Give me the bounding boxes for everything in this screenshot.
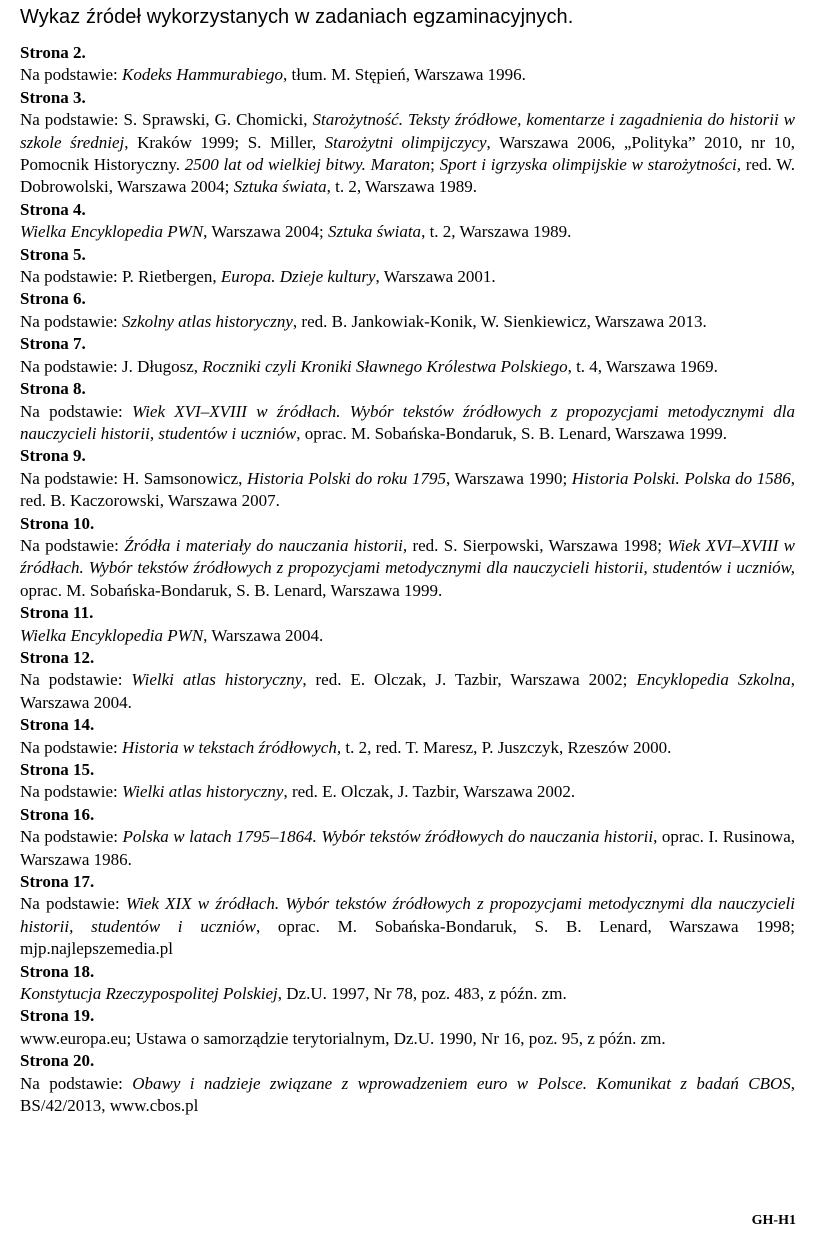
citation-text: Na podstawie: S. Sprawski, G. Chomicki, xyxy=(20,110,313,130)
citation-text: red. S. Sierpowski, Warszawa 1998; xyxy=(407,535,668,555)
citation-text: Na podstawie: P. Rietbergen, xyxy=(20,267,221,287)
footer-code: GH-H1 xyxy=(751,1213,796,1228)
source-citation xyxy=(20,356,795,378)
citation-title: Wielki atlas historyczny xyxy=(121,782,284,802)
citation-text: , red. B. Kaczorowski, Warszawa 2007. xyxy=(20,468,795,511)
citation-text: t. 2, red. T. Maresz, P. Juszczyk, Rzeszów 2000. xyxy=(341,737,672,757)
citation-text: , red. E. Olczak, J. Tazbir, Warszawa 2002; xyxy=(302,670,637,690)
source-citation xyxy=(20,311,795,333)
citation-text: , t. 2, Warszawa 1989. xyxy=(326,177,478,197)
citation-text: , t. 4, Warszawa 1969. xyxy=(567,356,718,376)
citation-text: Na podstawie: xyxy=(20,1073,133,1093)
citation-text: , t. 2, Warszawa 1989. xyxy=(421,222,572,242)
source-citation xyxy=(20,535,795,602)
citation-title: Sztuka świata xyxy=(233,177,327,197)
source-citation xyxy=(20,64,795,86)
citation-title: Wielki atlas historyczny xyxy=(131,670,303,690)
citation-text: , tłum. M. Stępień, Warszawa 1996. xyxy=(283,65,526,85)
citation-text: red. W. Dobrowolski, Warszawa 2004; xyxy=(20,155,795,197)
source-page-label: Strona 8. xyxy=(20,379,86,399)
source-citation xyxy=(20,983,795,1005)
citation-text: Na podstawie: xyxy=(20,827,123,847)
citation-text: , Warszawa 2006, „Polityka” 2010, nr 10, Pomocnik Historyczny. xyxy=(20,132,795,175)
citation-text: Na podstawie: H. Samsonowicz, xyxy=(20,468,247,488)
source-page-label: Strona 18. xyxy=(20,961,95,981)
source-citation xyxy=(20,669,795,714)
citation-title: Historia w tekstach źródłowych, xyxy=(121,737,342,757)
citation-title: Starożytność. Teksty źródłowe, komentarze i zagadnienia do historii w szkole średniej xyxy=(20,110,795,152)
source-citation xyxy=(20,893,795,960)
citation-text: Na podstawie: xyxy=(20,401,132,421)
source-page-label: Strona 16. xyxy=(20,804,95,824)
citation-title: 2500 lat od wielkiej bitwy. Maraton xyxy=(184,155,431,175)
source-citation xyxy=(20,826,795,871)
source-citation xyxy=(20,1073,795,1118)
page-title: Wykaz źródeł wykorzystanych w zadaniach egzaminacyjnych. xyxy=(20,6,574,28)
source-page-label: Strona 11. xyxy=(20,603,94,623)
citation-text: oprac. M. Sobańska-Bondaruk, S. B. Lenard, Warszawa 1999. xyxy=(20,580,443,600)
citation-text: , Warszawa 2004. xyxy=(20,670,795,712)
citation-text: , Warszawa 2004; xyxy=(203,222,329,242)
citation-title: Wiek XIX w źródłach. Wybór tekstów źródłowych z propozycjami metodycznymi dla nauczycieli historii, studentów i uczniów xyxy=(20,894,795,936)
citation-title: Wiek XVI–XVIII w źródłach. Wybór tekstów źródłowych z propozycjami metodycznymi dla nauczycieli historii, studentów i uczniów xyxy=(20,401,795,443)
citation-title: Konstytucja Rzeczypospolitej Polskiej xyxy=(20,984,278,1004)
source-page-label: Strona 14. xyxy=(20,715,95,735)
citation-text: Na podstawie: xyxy=(20,535,125,555)
citation-text: , Dz.U. 1997, Nr 78, poz. 483, z późn. zm. xyxy=(277,984,567,1004)
citation-title: Starożytni olimpijczycy xyxy=(324,132,487,152)
citation-title: Wielka Encyklopedia PWN xyxy=(20,222,204,242)
citation-title: Szkolny atlas historyczny xyxy=(121,311,293,331)
source-page-label: Strona 5. xyxy=(20,244,86,264)
citation-text: , BS/42/2013, www.cbos.pl xyxy=(20,1073,795,1116)
source-citation xyxy=(20,737,795,759)
source-page-label: Strona 12. xyxy=(20,647,95,667)
source-citation xyxy=(20,109,795,199)
citation-text: Na podstawie: xyxy=(20,65,122,85)
citation-text: www.europa.eu; Ustawa o samorządzie terytorialnym, Dz.U. 1990, Nr 16, poz. 95, z późn. zm. xyxy=(20,1028,666,1048)
citation-text: , Warszawa 1990; xyxy=(445,468,572,488)
citation-text: Na podstawie: xyxy=(20,311,122,331)
citation-text: , Warszawa 2001. xyxy=(375,267,496,287)
citation-title: Europa. Dzieje kultury xyxy=(220,267,376,287)
citation-text: Na podstawie: xyxy=(20,894,126,914)
citation-title: Wiek XVI–XVIII w źródłach. Wybór tekstów źródłowych z propozycjami metodycznymi dla nauczycieli historii, studentów i uczniów, xyxy=(20,535,796,578)
source-citation xyxy=(20,468,795,513)
source-citation xyxy=(20,781,795,803)
source-page-label: Strona 7. xyxy=(20,334,86,354)
source-page-label: Strona 10. xyxy=(20,513,95,533)
citation-text: , oprac. M. Sobańska-Bondaruk, S. B. Lenard, Warszawa 1999. xyxy=(296,423,728,443)
citation-title: Encyklopedia Szkolna xyxy=(636,670,791,690)
citation-title: Historia Polski do roku 1795 xyxy=(246,468,446,488)
source-citation xyxy=(20,266,795,288)
source-page-label: Strona 17. xyxy=(20,872,95,892)
source-page-label: Strona 2. xyxy=(20,43,86,62)
citation-text: , Kraków 1999; S. Miller, xyxy=(124,132,325,152)
source-citation xyxy=(20,401,795,446)
citation-title: Źródła i materiały do nauczania historii, xyxy=(124,535,408,555)
source-page-label: Strona 15. xyxy=(20,760,95,779)
citation-text: , red. B. Jankowiak-Konik, W. Sienkiewicz, Warszawa 2013. xyxy=(292,311,707,331)
citation-title: Wielka Encyklopedia PWN xyxy=(20,625,204,645)
citation-text: Na podstawie: xyxy=(20,782,122,802)
citation-text: ; xyxy=(430,155,440,175)
source-page-label: Strona 4. xyxy=(20,199,86,219)
source-page-label: Strona 9. xyxy=(20,446,86,466)
citation-title: Roczniki czyli Kroniki Sławnego Królestwa Polskiego xyxy=(202,356,568,376)
citation-text: Na podstawie: xyxy=(20,737,122,757)
source-page-label: Strona 19. xyxy=(20,1006,95,1026)
citation-title: Sztuka świata xyxy=(328,222,422,242)
citation-text: , oprac. I. Rusinowa, Warszawa 1986. xyxy=(20,827,795,869)
citation-title: Obawy i nadzieje związane z wprowadzeniem euro w Polsce. Komunikat z badań CBOS xyxy=(132,1073,791,1093)
source-list xyxy=(20,42,795,1118)
source-citation xyxy=(20,221,795,243)
citation-text: , Warszawa 2004. xyxy=(203,625,324,645)
source-page-label: Strona 3. xyxy=(20,87,86,107)
citation-text: Na podstawie: xyxy=(20,670,132,690)
citation-text: , red. E. Olczak, J. Tazbir, Warszawa 2002. xyxy=(283,782,576,802)
citation-title: Polska w latach 1795–1864. Wybór tekstów źródłowych do nauczania historii xyxy=(122,827,654,847)
source-page-label: Strona 6. xyxy=(20,289,86,309)
source-citation xyxy=(20,1028,795,1050)
citation-title: Kodeks Hammurabiego xyxy=(121,65,283,85)
citation-title: Sport i igrzyska olimpijskie w starożytności, xyxy=(439,155,742,175)
citation-text: , oprac. M. Sobańska-Bondaruk, S. B. Lenard, Warszawa 1998; mjp.najlepszemedia.pl xyxy=(20,916,795,959)
source-citation xyxy=(20,625,795,647)
citation-text: Na podstawie: J. Długosz, xyxy=(20,356,203,376)
citation-title: Historia Polski. Polska do 1586 xyxy=(571,468,791,488)
source-page-label: Strona 20. xyxy=(20,1051,95,1071)
